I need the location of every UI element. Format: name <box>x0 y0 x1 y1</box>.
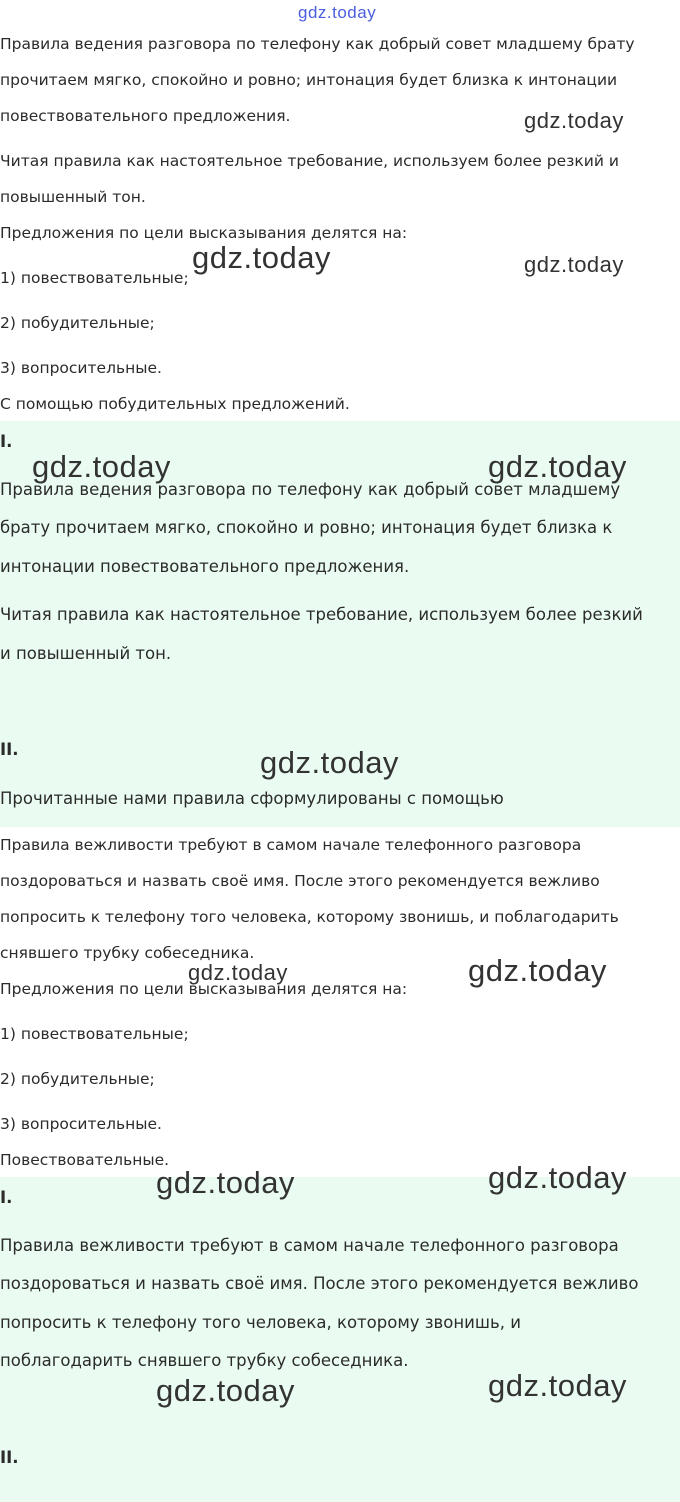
watermark: gdz.today <box>192 240 331 275</box>
list-item: 3) вопросительные. <box>0 1115 162 1133</box>
text-line: поздороваться и назвать своё имя. После этого рекомендуется вежливо <box>0 1274 639 1293</box>
text-line: попросить к телефону того человека, которому звонишь, и <box>0 1313 521 1332</box>
answer-line: Повествовательные. <box>0 1151 170 1169</box>
watermark: gdz.today <box>468 953 607 988</box>
text-line: Прочитанные нами правила сформулированы с помощью <box>0 789 504 808</box>
section-heading: II. <box>0 740 19 759</box>
watermark: gdz.today <box>524 252 624 277</box>
text-line: Правила ведения разговора по телефону как добрый совет младшему <box>0 480 621 499</box>
text-line: повествовательного предложения. <box>0 107 291 125</box>
text-line: Правила вежливости требуют в самом начале телефонного разговора <box>0 1236 619 1255</box>
text-line: попросить к телефону того человека, которому звонишь, и поблагодарить <box>0 908 619 926</box>
text-line: Правила ведения разговора по телефону как добрый совет младшему брату <box>0 35 635 53</box>
text-line: Читая правила как настоятельное требование, используем более резкий <box>0 605 643 624</box>
text-line: интонации повествовательного предложения. <box>0 557 410 576</box>
section-heading: II. <box>0 1448 19 1467</box>
watermark: gdz.today <box>488 449 627 484</box>
watermark: gdz.today <box>156 1373 295 1408</box>
text-line: поздороваться и назвать своё имя. После этого рекомендуется вежливо <box>0 872 600 890</box>
text-line: снявшего трубку собеседника. <box>0 944 255 962</box>
list-item: 1) повествовательные; <box>0 269 189 287</box>
watermark: gdz.today <box>488 1160 627 1195</box>
text-line: брату прочитаем мягко, спокойно и ровно; интонация будет близка к <box>0 518 613 537</box>
text-line: поблагодарить снявшего трубку собеседника. <box>0 1351 409 1370</box>
text-line: и повышенный тон. <box>0 644 172 663</box>
list-item: 2) побудительные; <box>0 1070 155 1088</box>
text-line: Читая правила как настоятельное требование, используем более резкий и <box>0 152 619 170</box>
section-heading: I. <box>0 1188 13 1207</box>
watermark: gdz.today <box>260 745 399 780</box>
answer-section-2 <box>0 1177 680 1502</box>
text-line: прочитаем мягко, спокойно и ровно; интонация будет близка к интонации <box>0 71 618 89</box>
site-header-link[interactable]: gdz.today <box>298 3 377 22</box>
answer-line: С помощью побудительных предложений. <box>0 395 350 413</box>
watermark: gdz.today <box>32 449 171 484</box>
section-heading: I. <box>0 432 13 451</box>
list-item: 2) побудительные; <box>0 314 155 332</box>
text-line: Предложения по цели высказывания делятся на: <box>0 980 408 998</box>
text-line: Правила вежливости требуют в самом начале телефонного разговора <box>0 836 582 854</box>
text-line: Предложения по цели высказывания делятся на: <box>0 224 408 242</box>
watermark: gdz.today <box>156 1165 295 1200</box>
watermark: gdz.today <box>488 1368 627 1403</box>
list-item: 3) вопросительные. <box>0 359 162 377</box>
watermark: gdz.today <box>188 960 288 985</box>
watermark: gdz.today <box>524 108 624 133</box>
text-line: повышенный тон. <box>0 188 146 206</box>
list-item: 1) повествовательные; <box>0 1025 189 1043</box>
